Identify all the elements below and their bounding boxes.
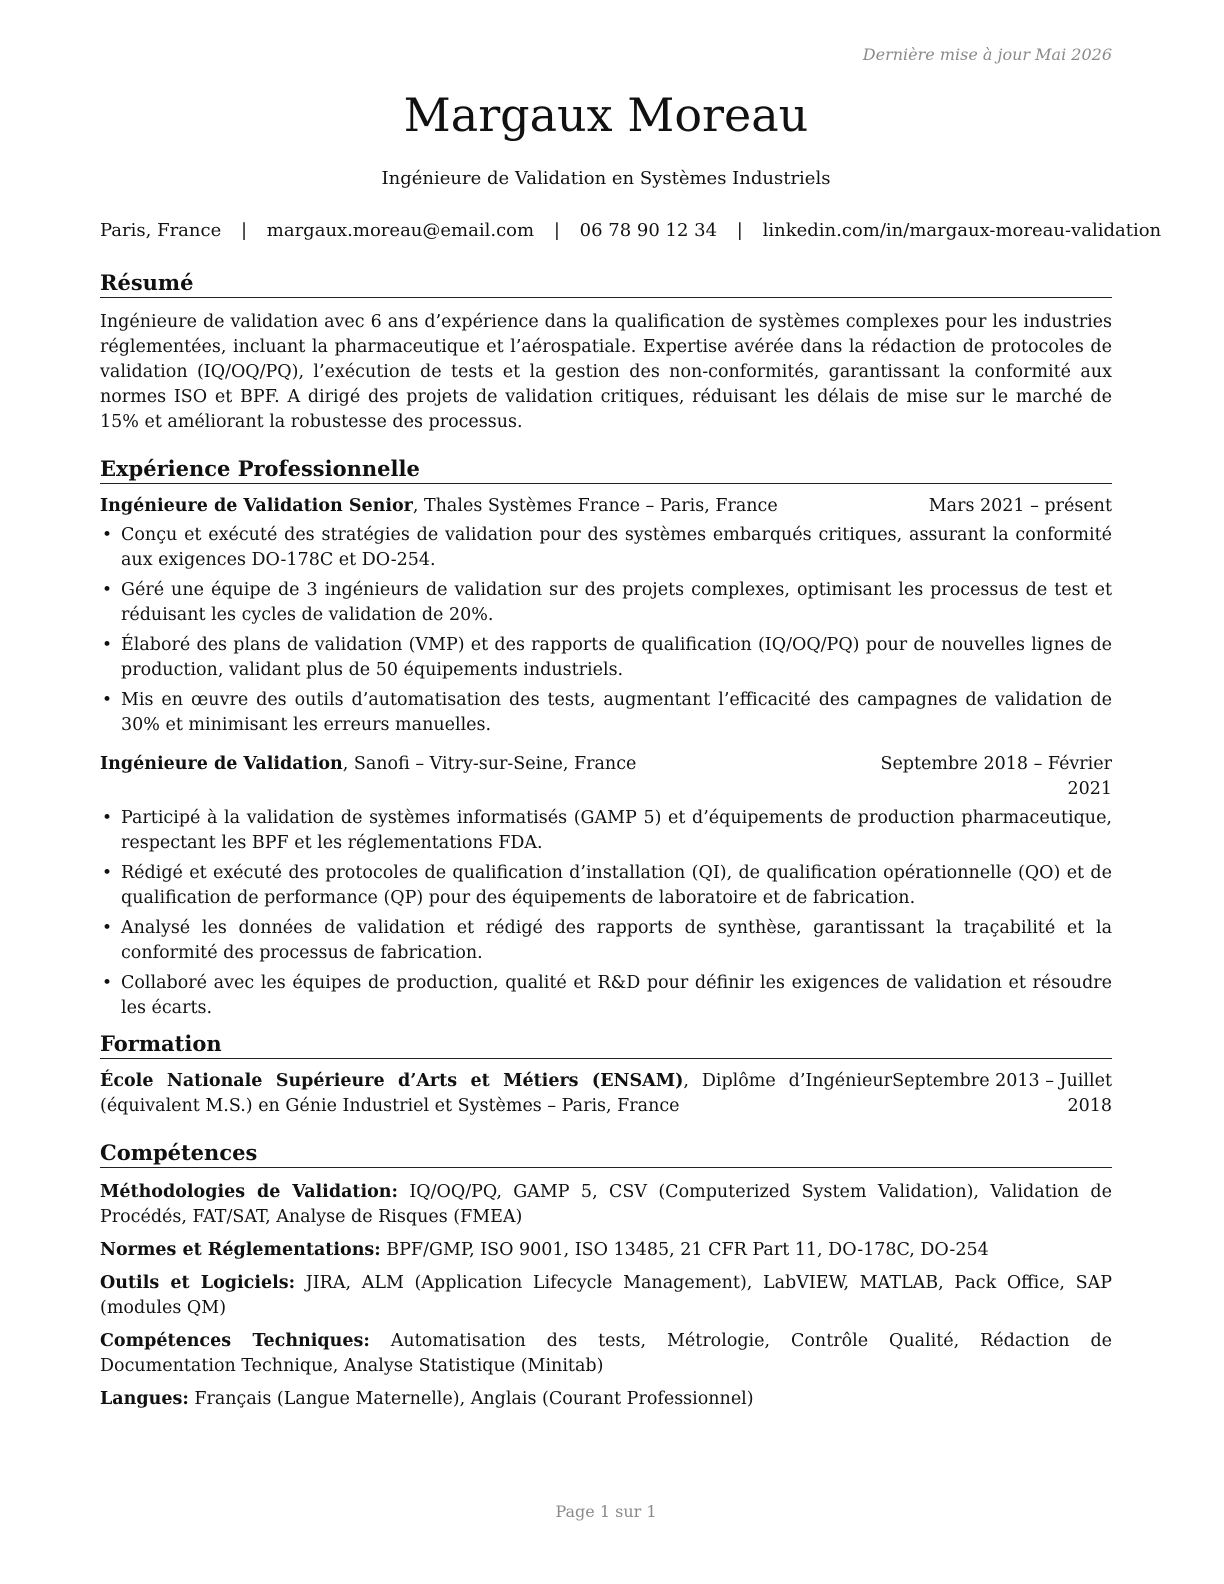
skill-value: Français (Langue Maternelle), Anglais (Courant Professionnel) — [188, 1389, 754, 1409]
list-item: • Participé à la validation de systèmes informatisés (GAMP 5) et d’équipements de production pharmaceutique, respectant les BPF et les réglementations FDA. — [102, 808, 1112, 853]
job-title-line — [100, 494, 929, 519]
bullet-icon: • — [102, 918, 113, 938]
contact-separator: | — [240, 220, 248, 241]
page-number: Page 1 sur 1 — [555, 1502, 657, 1521]
job-role: Ingénieure de Validation — [100, 754, 343, 774]
list-item: • Analysé les données de validation et rédigé des rapports de synthèse, garantissant la traçabilité et la conformité des processus de fabrication. — [102, 918, 1112, 963]
job-header — [100, 494, 1112, 519]
skill-line — [100, 1180, 1112, 1230]
skill-value: IQ/OQ/PQ, GAMP 5, CSV (Computerized System Validation), Validation de Procédés, FAT/SAT, Analyse de Risques (FMEA) — [100, 1182, 1112, 1227]
last-updated-note: Dernière mise à jour Mai 2026 — [862, 45, 1112, 64]
skill-line — [100, 1271, 1112, 1321]
contact-separator: | — [736, 220, 743, 241]
bullet-icon: • — [102, 863, 113, 883]
list-item: • Élaboré des plans de validation (VMP) et des rapports de qualification (IQ/OQ/PQ) pour de nouvelles lignes de production, validant plus de 50 équipements industriels. — [102, 635, 1112, 680]
section-heading-skills: Compétences — [100, 1140, 1112, 1168]
contact-email[interactable]: margaux.moreau@email.com — [266, 220, 535, 241]
education-entry — [100, 1069, 1112, 1119]
resume-page — [100, 0, 1162, 1584]
job-bullet-list — [100, 806, 1112, 1021]
list-item: • Mis en œuvre des outils d’automatisation des tests, augmentant l’efficacité des campagnes de validation de 30% et minimisant les erreurs manuelles. — [102, 690, 1112, 735]
bullet-icon: • — [102, 635, 113, 655]
education-dates: Septembre 2013 – Juillet 2018 — [892, 1071, 1112, 1116]
skill-value: BPF/GMP, ISO 9001, ISO 13485, 21 CFR Part 11, DO-178C, DO-254 — [380, 1240, 989, 1260]
summary-text: Ingénieure de validation avec 6 ans d’expérience dans la qualification de systèmes complexes pour les industries réglementées, incluant la pharmaceutique et l’aérospatiale. Expertise avérée dans la rédaction de protocoles de validation (IQ/OQ/PQ), l’exécution de tests et la gestion des non-conformités, garantissant la conformité aux normes ISO et BPF. A dirigé des projets de validation critiques, réduisant les délais de mise sur le marché de 15% et améliorant la robustesse des processus. — [100, 312, 1112, 432]
contact-location: Paris, France — [100, 220, 222, 241]
education-school: École Nationale Supérieure d’Arts et Métiers (ENSAM) — [100, 1071, 684, 1091]
skills-list — [100, 1180, 1112, 1412]
education-degree: , Diplôme d’Ingénieur (équivalent M.S.) en Génie Industriel et Systèmes – Paris, France — [100, 1071, 892, 1116]
contact-separator: | — [553, 220, 560, 241]
bullet-icon: • — [102, 808, 113, 828]
skill-label: Outils et Logiciels: — [100, 1273, 296, 1293]
bullet-icon: • — [102, 580, 113, 600]
skill-label: Méthodologies de Validation: — [100, 1182, 398, 1202]
job-dates: Mars 2021 – présent — [928, 496, 1112, 516]
skill-line — [100, 1238, 1112, 1263]
job-company: , Thales Systèmes France – Paris, France — [412, 496, 778, 516]
education-title-line — [100, 1069, 892, 1119]
job-role: Ingénieure de Validation Senior — [100, 496, 413, 516]
list-item: • Rédigé et exécuté des protocoles de qualification d’installation (QI), de qualification opérationnelle (QO) et de qualification de performance (QP) pour des équipements de laboratoire et de fabrication. — [102, 863, 1112, 908]
candidate-name: Margaux Moreau — [403, 88, 809, 142]
education-section — [100, 1031, 1112, 1119]
contact-linkedin[interactable]: linkedin.com/in/margaux-moreau-validation — [762, 220, 1162, 241]
section-heading-education: Formation — [100, 1031, 1112, 1059]
contact-line — [100, 220, 1162, 241]
skill-label: Normes et Réglementations: — [100, 1240, 381, 1260]
job-header — [100, 752, 1112, 802]
candidate-title: Ingénieure de Validation en Systèmes Industriels — [381, 168, 831, 189]
skill-line — [100, 1329, 1112, 1379]
list-item: • Conçu et exécuté des stratégies de validation pour des systèmes embarqués critiques, assurant la conformité aux exigences DO-178C et DO-254. — [102, 525, 1112, 570]
bullet-icon: • — [102, 973, 113, 993]
list-item: • Géré une équipe de 3 ingénieurs de validation sur des projets complexes, optimisant les processus de test et réduisant les cycles de validation de 20%. — [102, 580, 1112, 625]
skill-label: Langues: — [100, 1389, 189, 1409]
experience-section — [100, 456, 1112, 1026]
section-heading-summary: Résumé — [100, 270, 1112, 298]
list-item: • Collaboré avec les équipes de production, qualité et R&D pour définir les exigences de validation et résoudre les écarts. — [102, 973, 1112, 1018]
contact-phone: 06 78 90 12 34 — [579, 220, 718, 241]
bullet-icon: • — [102, 525, 113, 545]
skill-line — [100, 1387, 1112, 1412]
summary-section — [100, 270, 1112, 435]
job-dates: Septembre 2018 – Février 2021 — [880, 754, 1112, 799]
skill-value: JIRA, ALM (Application Lifecycle Management), LabVIEW, MATLAB, Pack Office, SAP (modules QM) — [100, 1273, 1112, 1318]
job-company: , Sanofi – Vitry-sur-Seine, France — [342, 754, 637, 774]
bullet-icon: • — [102, 690, 113, 710]
skill-label: Compétences Techniques: — [100, 1331, 370, 1351]
skill-value: Automatisation des tests, Métrologie, Contrôle Qualité, Rédaction de Documentation Technique, Analyse Statistique (Minitab) — [100, 1331, 1113, 1376]
skills-section — [100, 1140, 1112, 1420]
section-heading-experience: Expérience Professionnelle — [100, 456, 1112, 484]
job-bullet-list — [100, 523, 1112, 738]
job-title-line — [100, 752, 872, 802]
